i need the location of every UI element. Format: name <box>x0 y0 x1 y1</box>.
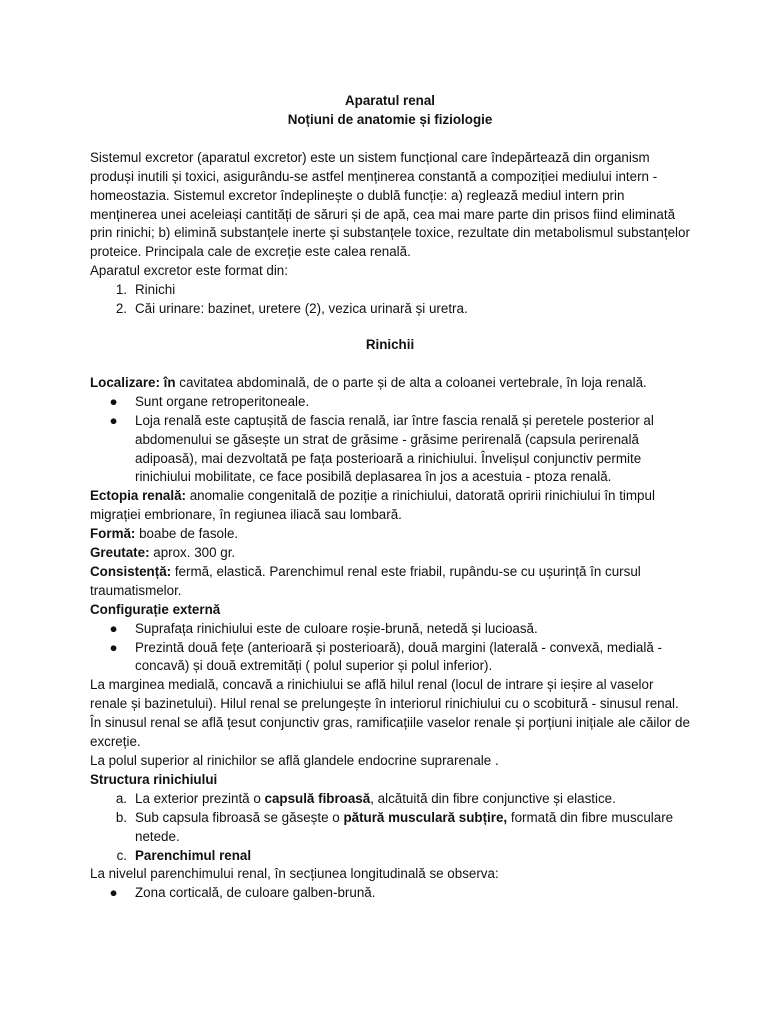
bullet-icon: ● <box>109 393 118 409</box>
bullet-icon: ● <box>109 639 118 655</box>
intro-paragraph: Sistemul excretor (aparatul excretor) este un sistem funcțional care îndepărtează din organism produși inutili și toxici, asigurându-se astfel menținerea constantă a compoziției mediului intern - homeostazia. Sistemul excretor îndeplinește o dublă funcție: a) reglează mediul intern prin menținerea unei aceleiași cantități de săruri și de apă, cea mai mare parte din prisos fiind eliminată prin rinichi; b) elimină substanțele inerte și substanțele toxice, rezultate din metabolismul substanțelor proteice. Principala cale de excreție este calea renală. <box>90 149 690 260</box>
localizare-list <box>90 393 690 488</box>
greutate-paragraph: Greutate: aprox. 300 gr. <box>90 545 236 561</box>
list-item: ● Suprafața rinichiului este de culoare roșie-brună, netedă și lucioasă. <box>90 620 690 639</box>
list-item: ● Sunt organe retroperitoneale. <box>90 393 690 412</box>
list-item: 2. Căi urinare: bazinet, uretere (2), vezica urinară și uretra. <box>115 301 468 317</box>
composition-list <box>90 281 690 319</box>
bullet-icon: ● <box>109 620 118 636</box>
forma-paragraph: Formă: boabe de fasole. <box>90 526 239 542</box>
bullet-icon: ● <box>109 412 118 428</box>
list-item: ● Loja renală este captușită de fascia renală, iar între fascia renală și peretele posterior al abdomenului se găsește un strat de grăsime - grăsime perirenală (capsula perirenală adipoasă), mai dezvoltată pe fața posterioară a rinichiului. Învelișul conjunctiv permite rinichiului mobilitate, ce face posibilă deplasarea în jos a acestuia - ptoza renală. <box>90 412 690 488</box>
configuratie-list <box>90 620 690 677</box>
list-item: ● Prezintă două fețe (anterioară și posterioară), două margini (laterală - convexă, medială - concavă) și două extremități ( polul superior și polul inferior). <box>90 639 690 677</box>
list-item: ● Zona corticală, de culoare galben-brună. <box>90 884 690 903</box>
parenchim-list <box>90 884 690 903</box>
bullet-icon: ● <box>109 885 118 901</box>
structura-list <box>90 790 690 866</box>
localizare-paragraph: Localizare: în cavitatea abdominală, de o parte și de alta a coloanei vertebrale, în loja renală. <box>90 374 647 390</box>
polul-paragraph: La polul superior al rinichilor se află glandele endocrine suprarenale . <box>90 753 499 768</box>
list-item: 1. Rinichi <box>115 282 176 298</box>
parenchim-intro: La nivelul parenchimului renal, în secțiunea longitudinală se observa: <box>90 866 499 882</box>
list-item: b. Sub capsula fibroasă se găsește o pătură musculară subțire, formată din fibre musculare netede. <box>115 809 674 844</box>
list-item: c. Parenchimul renal <box>116 847 252 863</box>
configuratie-heading: Configurație externă <box>90 601 221 617</box>
marginea-paragraph: La marginea medială, concavă a rinichiului se află hilul renal (locul de intrare și ieșire al vaselor renale și bazinetului). Hilul renal se prelungește în interiorul rinichiului cu o scobitură - sinusul renal. În sinusul renal se află țesut conjunctiv gras, ramificațiile vaselor renale și porțiuni inițiale ale căilor de excreție. <box>90 677 690 750</box>
section-heading: Rinichii <box>365 336 415 352</box>
structura-heading: Structura rinichiului <box>90 771 218 787</box>
list-item: a. La exterior prezintă o capsulă fibroasă, alcătuită din fibre conjunctive și elastice. <box>115 790 616 806</box>
document-subtitle: Noțiuni de anatomie și fiziologie <box>287 111 493 127</box>
document-page <box>90 92 690 903</box>
ectopia-paragraph: Ectopia renală: anomalie congenitală de poziție a rinichiului, datorată opririi rinichiului în timpul migrației embrionare, în regiunea iliacă sau lombară. <box>90 488 655 523</box>
consistenta-paragraph: Consistență: fermă, elastică. Parenchimul renal este friabil, rupându-se cu ușurință în cursul traumatismelor. <box>90 563 641 598</box>
document-title: Aparatul renal <box>344 93 436 108</box>
composition-intro: Aparatul excretor este format din: <box>90 263 288 279</box>
